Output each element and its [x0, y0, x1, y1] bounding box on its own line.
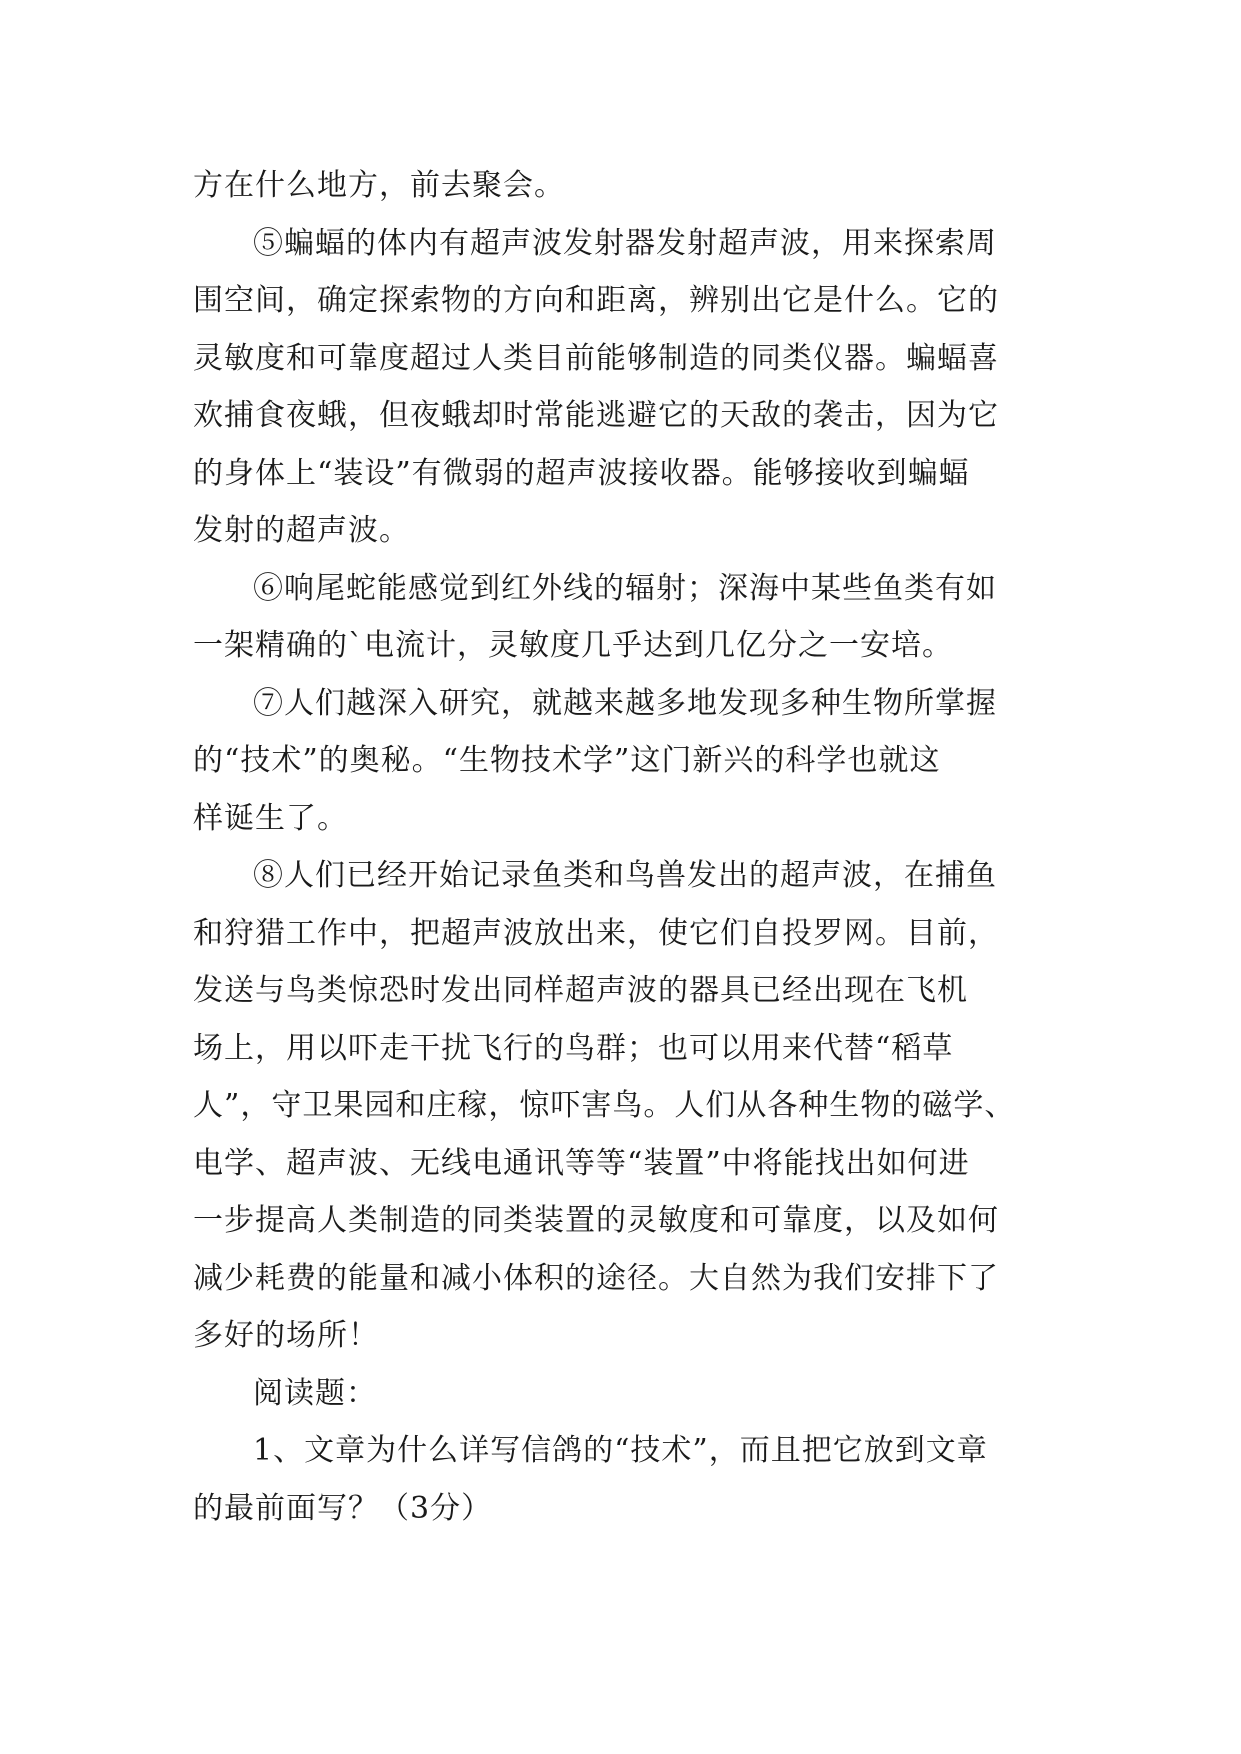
text-line: 一步提高人类制造的同类装置的灵敏度和可靠度，以及如何: [193, 1203, 999, 1238]
paragraph-8-line: ⑧人们已经开始记录鱼类和鸟兽发出的超声波，在捕鱼: [253, 858, 997, 893]
text-line: 方在什么地方，前去聚会。: [193, 168, 565, 203]
text-line: 一架精确的`电流计，灵敏度几乎达到几亿分之一安培。: [193, 628, 953, 663]
text-line: 人”，守卫果园和庄稼，惊吓害鸟。人们从各种生物的磁学、: [193, 1088, 1016, 1123]
text-line: 欢捕食夜蛾，但夜蛾却时常能逃避它的天敌的袭击，因为它: [193, 398, 999, 433]
text-line: 发射的超声波。: [193, 513, 410, 548]
text-line: 减少耗费的能量和减小体积的途径。大自然为我们安排下了: [193, 1260, 999, 1296]
text-line: 电学、超声波、无线电通讯等等“装置”中将能找出如何进: [193, 1145, 970, 1181]
text-line: 多好的场所！: [193, 1318, 379, 1353]
text-line: 的身体上“装设”有微弱的超声波接收器。能够接收到蝙蝠: [193, 455, 970, 491]
text-line: 样诞生了。: [193, 800, 348, 836]
paragraph-6-line: ⑥响尾蛇能感觉到红外线的辐射；深海中某些鱼类有如: [253, 570, 997, 606]
text-line: 的最前面写？（3分）: [193, 1490, 493, 1526]
paragraph-7-line: ⑦人们越深入研究，就越来越多地发现多种生物所掌握: [253, 685, 997, 721]
text-line: 灵敏度和可靠度超过人类目前能够制造的同类仪器。蝙蝠喜: [193, 340, 999, 376]
text-line: 和狩猎工作中，把超声波放出来，使它们自投罗网。目前，: [193, 915, 999, 951]
text-line: 围空间，确定探索物的方向和距离，辨别出它是什么。它的: [193, 283, 999, 318]
text-line: 场上，用以吓走干扰飞行的鸟群；也可以用来代替“稻草: [193, 1030, 954, 1066]
paragraph-5-line: ⑤蝙蝠的体内有超声波发射器发射超声波，用来探索周: [253, 225, 997, 261]
question-1-line: 1、文章为什么详写信鸽的“技术”，而且把它放到文章: [253, 1433, 988, 1468]
body-text: [193, 157, 1093, 1537]
text-line: 的“技术”的奥秘。“生物技术学”这门新兴的科学也就这: [193, 743, 941, 778]
reading-questions-heading: 阅读题：: [253, 1375, 377, 1411]
text-line: 发送与鸟类惊恐时发出同样超声波的器具已经出现在飞机: [193, 973, 968, 1008]
